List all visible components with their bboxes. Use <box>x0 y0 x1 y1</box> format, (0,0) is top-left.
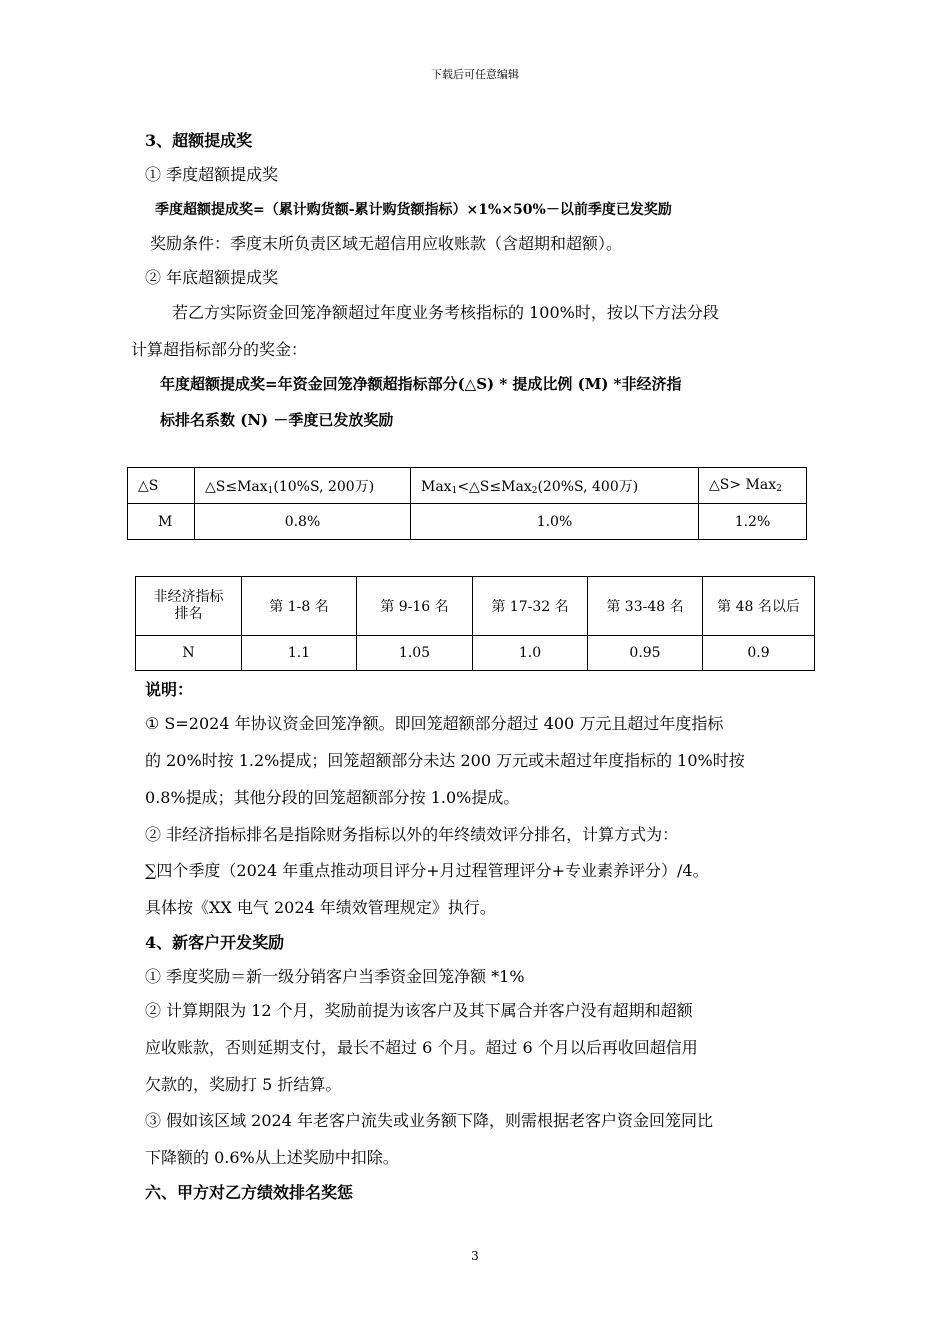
section4-item2-line2: 应收账款，否则延期支付，最长不超过 6 个月。超过 6 个月以后再收回超信用 <box>145 1038 698 1057</box>
table-cell: 1.2% <box>699 504 807 540</box>
table-cell: 1.05 <box>357 636 473 671</box>
table-cell: 1.0% <box>411 504 699 540</box>
yearly-bonus-desc-line2: 计算超指标部分的奖金： <box>131 340 308 359</box>
notes-p2-line2: ∑四个季度（2024 年重点推动项目评分+月过程管理评分+专业素养评分）/4。 <box>145 861 709 880</box>
table-cell: 第 33-48 名 <box>588 577 703 636</box>
table-cell: △S≤Max$_1$(10%S, 200万) <box>195 468 411 504</box>
table-cell: 0.95 <box>588 636 703 671</box>
table-cell: M <box>128 504 195 540</box>
table-row <box>136 636 815 671</box>
yearly-bonus-desc-line1: 若乙方实际资金回笼净额超过年度业务考核指标的 100%时，按以下方法分段 <box>172 303 719 322</box>
notes-p2-line3: 具体按《XX 电气 2024 年绩效管理规定》执行。 <box>145 898 496 917</box>
table-cell: 0.9 <box>703 636 815 671</box>
section4-title: 4、新客户开发奖励 <box>145 933 285 952</box>
table-cell: Max$_1$<△S≤Max$_2$(20%S, 400万) <box>411 468 699 504</box>
quarterly-bonus-formula: 季度超额提成奖=（累计购货额-累计购货额指标）×1%×50%－以前季度已发奖励 <box>155 202 672 218</box>
notes-p1-line3: 0.8%提成；其他分段的回笼超额部分按 1.0%提成。 <box>145 788 520 807</box>
section4-item3-line1: ③ 假如该区域 2024 年老客户流失或业务额下降，则需根据老客户资金回笼同比 <box>145 1111 713 1130</box>
table-cell: N <box>136 636 242 671</box>
section4-item3-line2: 下降额的 0.6%从上述奖励中扣除。 <box>145 1148 399 1167</box>
notes-p1-line1: ① S=2024 年协议资金回笼净额。即回笼超额部分超过 400 万元且超过年度指标 <box>145 714 724 733</box>
yearly-bonus-title: ② 年底超额提成奖 <box>145 268 279 287</box>
section6-title: 六、甲方对乙方绩效排名奖惩 <box>145 1183 354 1202</box>
page-header-note: 下载后可任意编辑 <box>431 68 519 81</box>
yearly-bonus-formula-line2: 标排名系数 (N) －季度已发放奖励 <box>160 411 394 429</box>
table-cell: 第 17-32 名 <box>473 577 588 636</box>
table-cell: △S> Max$_2$ <box>699 468 807 504</box>
table-cell: 0.8% <box>195 504 411 540</box>
table-cell: 第 48 名以后 <box>703 577 815 636</box>
notes-p2-line1: ② 非经济指标排名是指除财务指标以外的年终绩效评分排名，计算方式为： <box>145 825 679 844</box>
ranking-coefficient-table <box>135 576 815 671</box>
table-cell: 1.1 <box>242 636 357 671</box>
section4-item2-line1: ② 计算期限为 12 个月，奖励前提为该客户及其下属合并客户没有超期和超额 <box>145 1001 693 1020</box>
table-row <box>128 504 807 540</box>
section4-item2-line3: 欠款的，奖励打 5 折结算。 <box>145 1075 342 1094</box>
table-cell: 1.0 <box>473 636 588 671</box>
quarterly-bonus-title: ① 季度超额提成奖 <box>145 165 279 184</box>
table-cell: 第 1-8 名 <box>242 577 357 636</box>
page-number: 3 <box>471 1249 479 1263</box>
section4-item1: ① 季度奖励＝新一级分销客户当季资金回笼净额 *1% <box>145 967 525 986</box>
yearly-bonus-formula-line1: 年度超额提成奖=年资金回笼净额超指标部分(△S) * 提成比例 (M) *非经济指 <box>160 375 682 393</box>
table-cell: 非经济指标 排名 <box>136 577 242 636</box>
table-cell: 第 9-16 名 <box>357 577 473 636</box>
table-cell: △S <box>128 468 195 504</box>
section3-title: 3、超额提成奖 <box>145 131 253 150</box>
table-row <box>128 468 807 504</box>
quarterly-bonus-condition: 奖励条件：季度末所负责区域无超信用应收账款（含超期和超额）。 <box>150 234 623 253</box>
commission-rate-table <box>127 467 807 540</box>
notes-title: 说明： <box>145 680 194 699</box>
notes-p1-line2: 的 20%时按 1.2%提成；回笼超额部分未达 200 万元或未超过年度指标的 10%时按 <box>145 751 745 770</box>
table-row <box>136 577 815 636</box>
